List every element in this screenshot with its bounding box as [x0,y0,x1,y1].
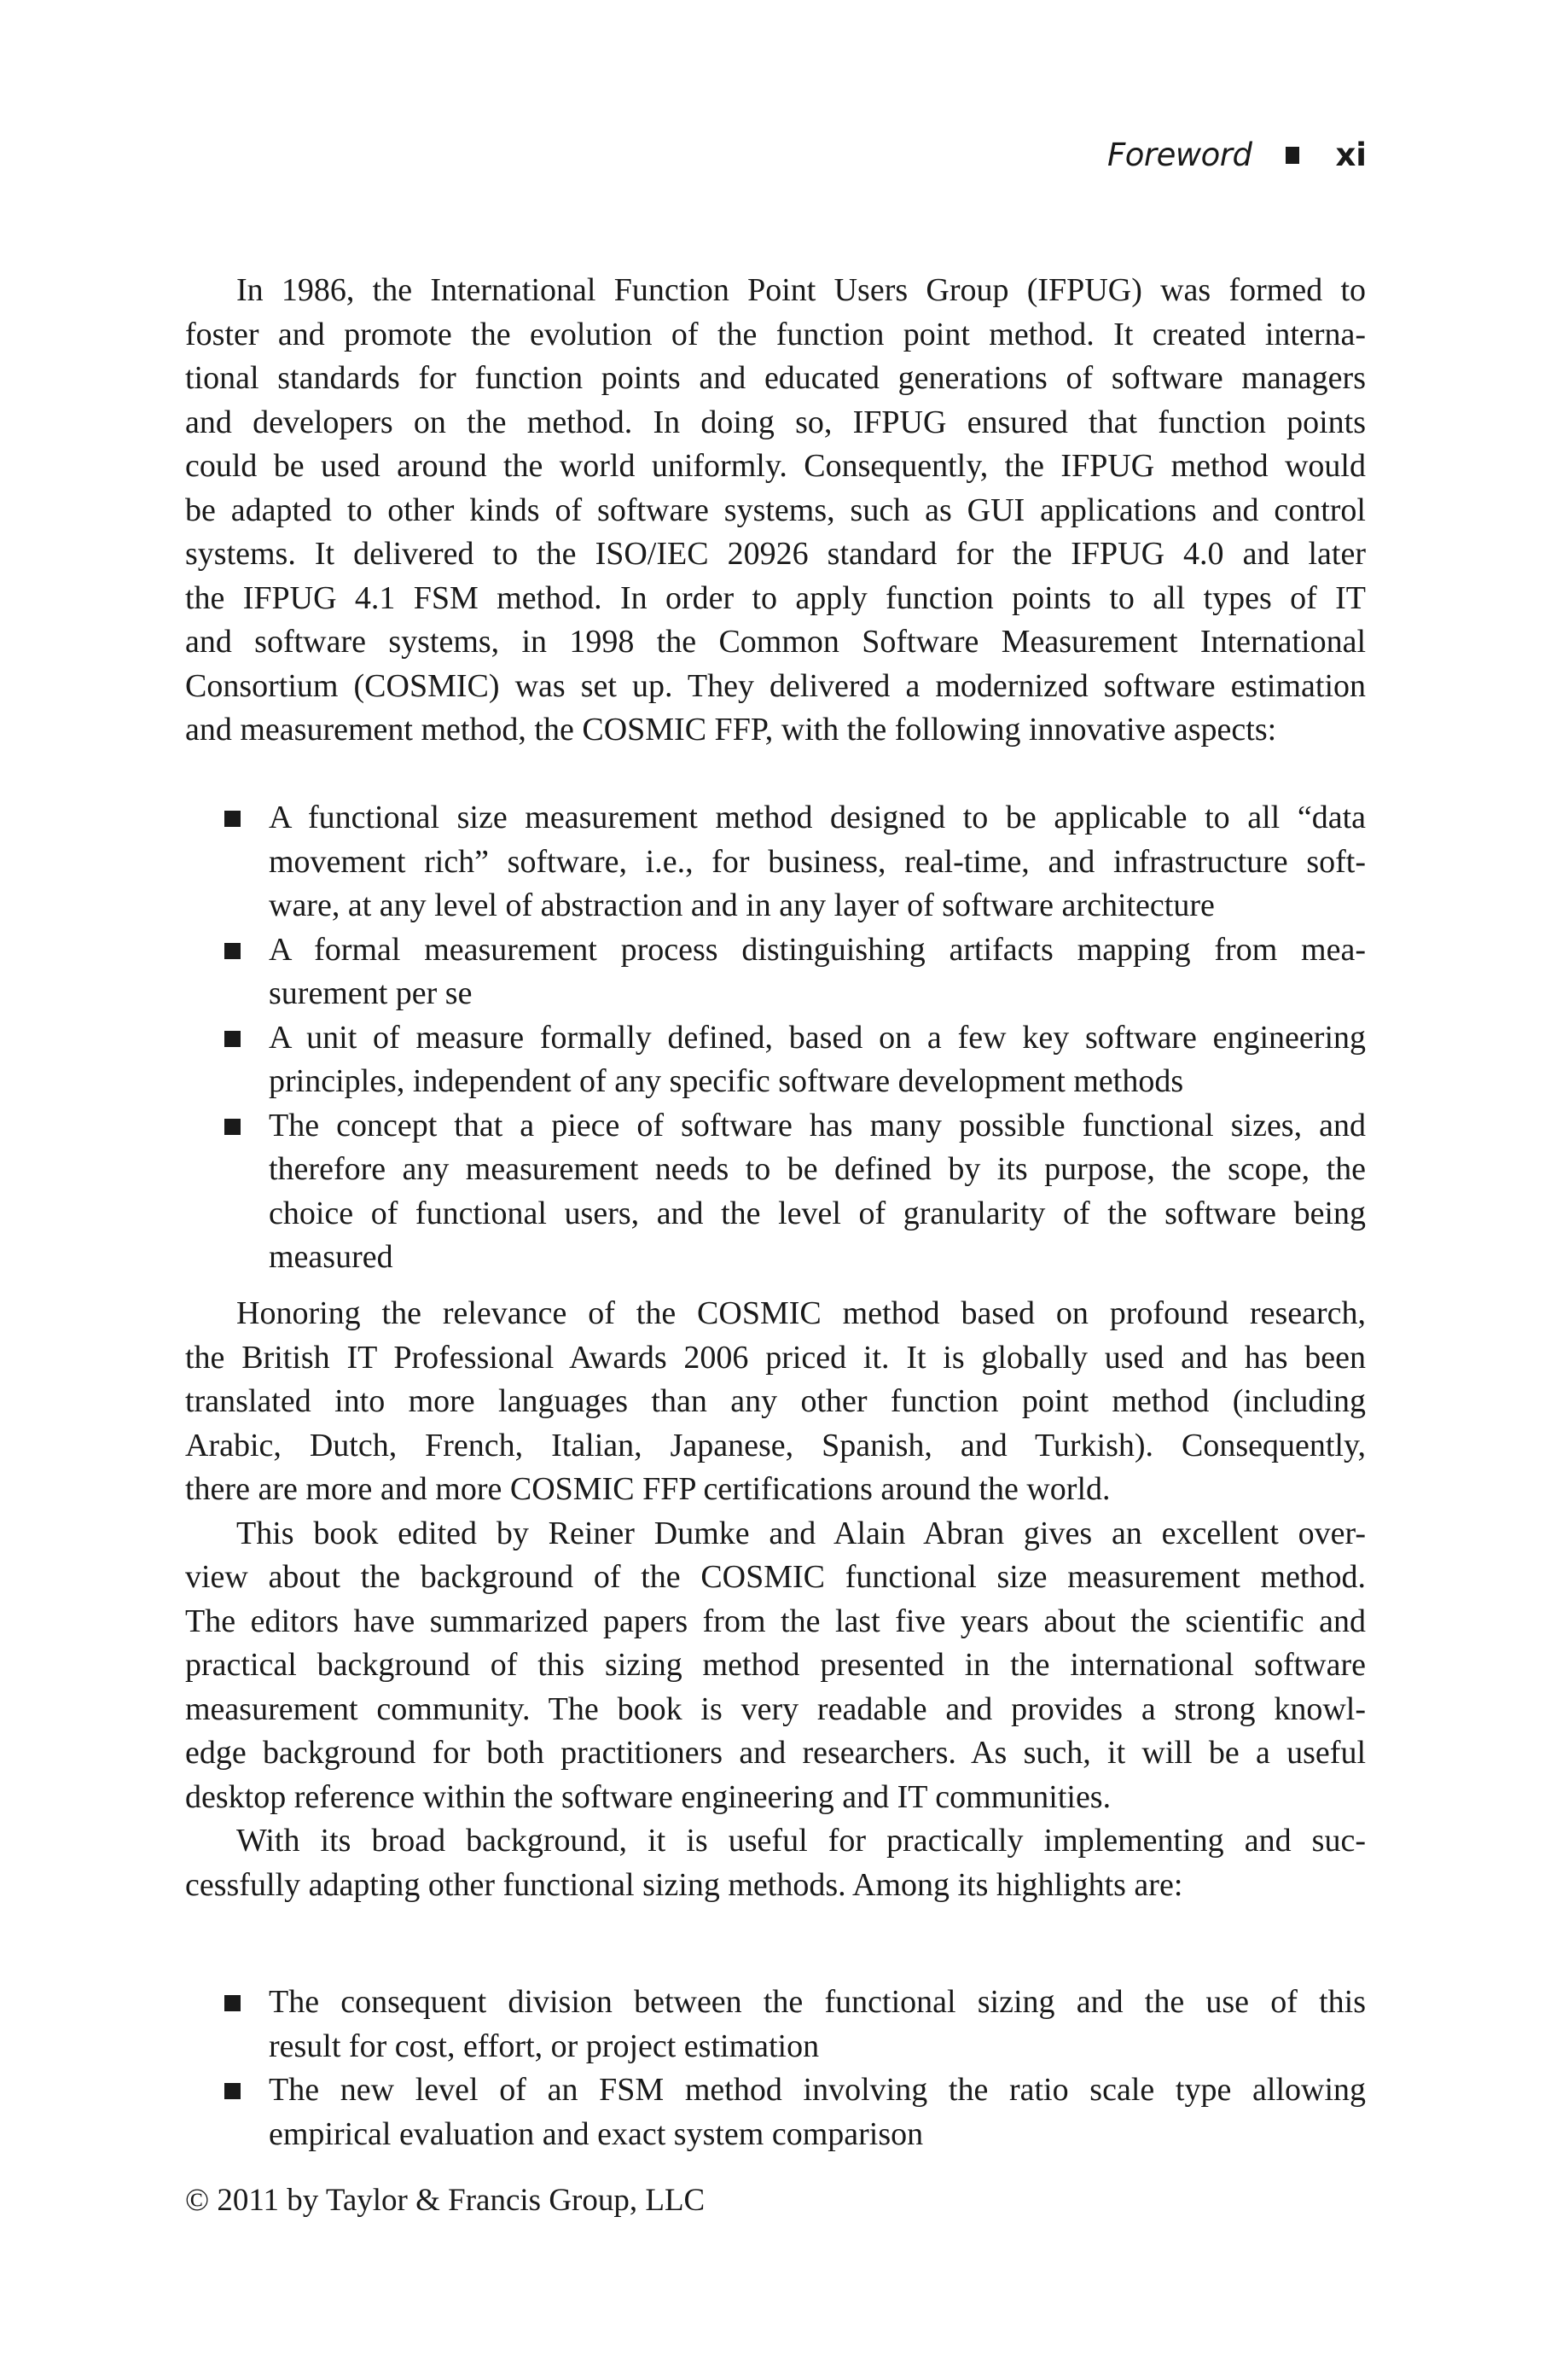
text-line: translated into more languages than any other function point method (including [185,1383,1366,1419]
text-line: A functional size measurement method designed to be applicable to all “data [269,800,1366,835]
copyright-footer: © 2011 by Taylor & Francis Group, LLC [185,2183,706,2218]
text-line: This book edited by Reiner Dumke and Alain Abran gives an excellent over- [236,1515,1366,1551]
square-bullet-icon [224,1119,241,1135]
list-item [185,1981,1366,2068]
text-line: practical background of this sizing method presented in the international software [185,1647,1366,1683]
text-line: With its broad background, it is useful for practically implementing and suc- [236,1823,1366,1859]
text-line: tional standards for function points and educated generations of software managers [185,360,1366,396]
text-line: principles, independent of any specific software development methods [269,1063,1184,1099]
text-line: surement per se [269,975,473,1011]
text-line: Honoring the relevance of the COSMIC method based on profound research, [236,1295,1366,1331]
square-bullet-icon [224,943,241,959]
text-line: could be used around the world uniformly. Consequently, the IFPUG method would [185,448,1366,484]
bullet-list-2 [185,1981,1366,2156]
paragraph [185,1292,1366,1512]
paragraph [185,1512,1366,1820]
text-line: empirical evaluation and exact system comparison [269,2115,924,2152]
text-line: A unit of measure formally defined, based on a few key software engineering [269,1019,1366,1056]
list-item [185,928,1366,1016]
square-bullet-icon [224,1031,241,1047]
text-line: and software systems, in 1998 the Common Software Measurement International [185,624,1366,660]
text-line: the British IT Professional Awards 2006 priced it. It is globally used and has been [185,1339,1366,1376]
square-bullet-icon [224,2083,241,2099]
text-line: measured [269,1239,393,1275]
square-bullet-icon [1286,147,1299,164]
text-line: A formal measurement process distinguishing artifacts mapping from mea- [269,931,1366,968]
text-line: view about the background of the COSMIC functional size measurement method. [185,1559,1366,1595]
text-line: choice of functional users, and the level of granularity of the software being [269,1195,1366,1231]
text-line: and measurement method, the COSMIC FFP, with the following innovative aspects: [185,712,1277,748]
paragraph [185,269,1366,753]
list-item [185,2068,1366,2156]
text-line: movement rich” software, i.e., for business, real-time, and infrastructure soft- [269,843,1366,880]
paragraph-block-2 [185,1292,1366,1907]
text-line: measurement community. The book is very readable and provides a strong knowl- [185,1690,1366,1727]
square-bullet-icon [224,811,241,827]
text-line: edge background for both practitioners and researchers. As such, it will be a useful [185,1735,1366,1771]
square-bullet-icon [224,1995,241,2011]
list-item [185,1016,1366,1104]
list-item [185,1104,1366,1280]
text-line: Consortium (COSMIC) was set up. They delivered a modernized software estimation [185,667,1366,704]
paragraph-block-1 [185,269,1366,753]
text-line: The concept that a piece of software has many possible functional sizes, and [269,1107,1366,1143]
text-line: desktop reference within the software engineering and IT communities. [185,1778,1112,1815]
text-line: The editors have summarized papers from the last five years about the scientific and [185,1603,1366,1639]
bullet-list-1 [185,796,1366,1280]
running-header-title: Foreword [1106,137,1252,173]
text-line: there are more and more COSMIC FFP certifications around the world. [185,1471,1111,1507]
text-line: therefore any measurement needs to be defined by its purpose, the scope, the [269,1151,1366,1187]
text-line: cessfully adapting other functional sizing methods. Among its highlights are: [185,1866,1183,1903]
text-line: The new level of an FSM method involving the ratio scale type allowing [269,2072,1366,2108]
text-line: be adapted to other kinds of software systems, such as GUI applications and control [185,492,1366,528]
text-line: and developers on the method. In doing so, IFPUG ensured that function points [185,404,1366,440]
text-line: ware, at any level of abstraction and in any layer of software architecture [269,887,1215,923]
text-line: foster and promote the evolution of the function point method. It created interna- [185,316,1366,352]
running-header [1107,137,1367,173]
page-number: xi [1335,137,1367,173]
paragraph [185,1819,1366,1907]
text-line: The consequent division between the functional sizing and the use of this [269,1984,1366,2020]
text-line: result for cost, effort, or project estimation [269,2028,820,2064]
list-item [185,796,1366,928]
text-line: Arabic, Dutch, French, Italian, Japanese, Spanish, and Turkish). Consequently, [185,1427,1366,1463]
text-line: In 1986, the International Function Point Users Group (IFPUG) was formed to [236,272,1366,308]
text-line: the IFPUG 4.1 FSM method. In order to apply function points to all types of IT [185,579,1366,616]
text-line: systems. It delivered to the ISO/IEC 20926 standard for the IFPUG 4.0 and later [185,536,1366,572]
